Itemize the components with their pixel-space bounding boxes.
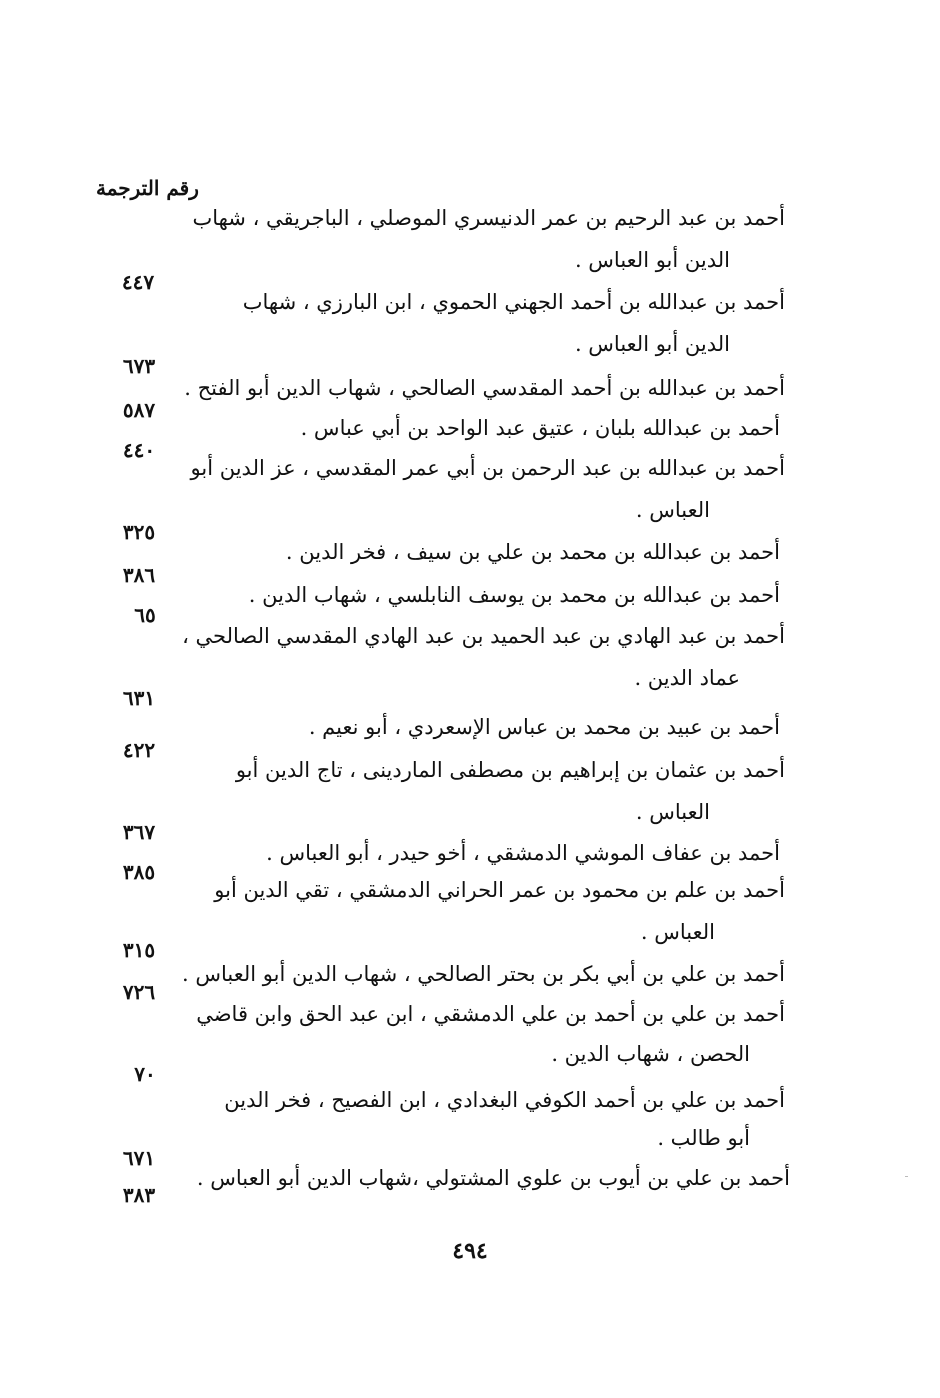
entry-line: أبو طالب . — [657, 1126, 750, 1150]
entry-line: أحمد بن عبدالله بلبان ، عتيق عبد الواحد بن أبي عباس . — [300, 416, 780, 440]
entry-number: ٣٨٣ — [122, 1183, 156, 1207]
entry-line: أحمد بن عبدالله بن أحمد المقدسي الصالحي ، شهاب الدين أبو الفتح . — [184, 376, 785, 400]
entry-line: أحمد بن عبد الهادي بن عبد الحميد بن عبد الهادي المقدسي الصالحي ، — [182, 624, 785, 648]
entry-number: ٣٦٧ — [122, 820, 156, 844]
entry-line: أحمد بن عبدالله بن عبد الرحمن بن أبي عمر المقدسي ، عز الدين أبو — [190, 456, 785, 480]
entry-line: العباس . — [635, 498, 710, 522]
entry-line: أحمد بن علي بن أبي بكر بن بحتر الصالحي ، شهاب الدين أبو العباس . — [182, 962, 785, 986]
entry-number: ٣١٥ — [122, 938, 156, 962]
entry-number: ٦٧١ — [122, 1146, 156, 1170]
entry-line: الحصن ، شهاب الدين . — [551, 1042, 750, 1066]
entry-number: ٣٨٥ — [122, 860, 156, 884]
entry-line: الدين أبو العباس . — [574, 248, 730, 272]
entry-number: ٣٢٥ — [122, 520, 156, 544]
entry-line: أحمد بن عثمان بن إبراهيم بن مصطفى الماردينى ، تاج الدين أبو — [235, 758, 785, 782]
entry-line: أحمد بن علم بن محمود بن عمر الحراني الدمشقي ، تقي الدين أبو — [214, 878, 785, 902]
entry-number: ٧٠ — [134, 1062, 156, 1086]
scan-speck — [905, 1176, 908, 1177]
entry-number: ٦٥ — [134, 603, 156, 627]
entry-line: أحمد بن علي بن أيوب بن علوي المشتولي ،شهاب الدين أبو العباس . — [196, 1166, 790, 1190]
entry-line: أحمد بن عبدالله بن محمد بن علي بن سيف ، فخر الدين . — [285, 540, 780, 564]
page-number: ٤٩٤ — [452, 1238, 488, 1264]
entry-line: أحمد بن عبدالله بن أحمد الجهني الحموي ، ابن البارزي ، شهاب — [242, 290, 785, 314]
entry-number: ٤٤٧ — [121, 270, 155, 294]
entry-number: ٥٨٧ — [122, 398, 156, 422]
entry-line: أحمد بن علي بن أحمد بن علي الدمشقي ، ابن عبد الحق وابن قاضي — [196, 1002, 785, 1026]
entry-number: ٦٣١ — [122, 686, 156, 710]
entry-line: العباس . — [640, 920, 715, 944]
entry-line: عماد الدين . — [634, 666, 740, 690]
column-header: رقم الترجمة — [96, 176, 199, 200]
entry-line: العباس . — [635, 800, 710, 824]
entry-line: أحمد بن عبد الرحيم بن عمر الدنيسري الموصلي ، الباجريقي ، شهاب — [192, 206, 785, 230]
entry-line: أحمد بن عبدالله بن محمد بن يوسف النابلسي ، شهاب الدين . — [248, 583, 780, 607]
entry-number: ٣٨٦ — [122, 563, 156, 587]
entry-number: ٧٢٦ — [122, 980, 156, 1004]
entry-line: أحمد بن عفاف الموشي الدمشقي ، أخو حيدر ، أبو العباس . — [266, 841, 780, 865]
entry-number: ٤٤٠ — [122, 438, 156, 462]
entry-number: ٤٢٢ — [122, 738, 156, 762]
entry-line: أحمد بن علي بن أحمد الكوفي البغدادي ، ابن الفصيح ، فخر الدين — [224, 1088, 785, 1112]
entry-number: ٦٧٣ — [122, 354, 156, 378]
entry-line: الدين أبو العباس . — [574, 332, 730, 356]
entry-line: أحمد بن عبيد بن محمد بن عباس الإسعردي ، أبو نعيم . — [308, 715, 780, 739]
